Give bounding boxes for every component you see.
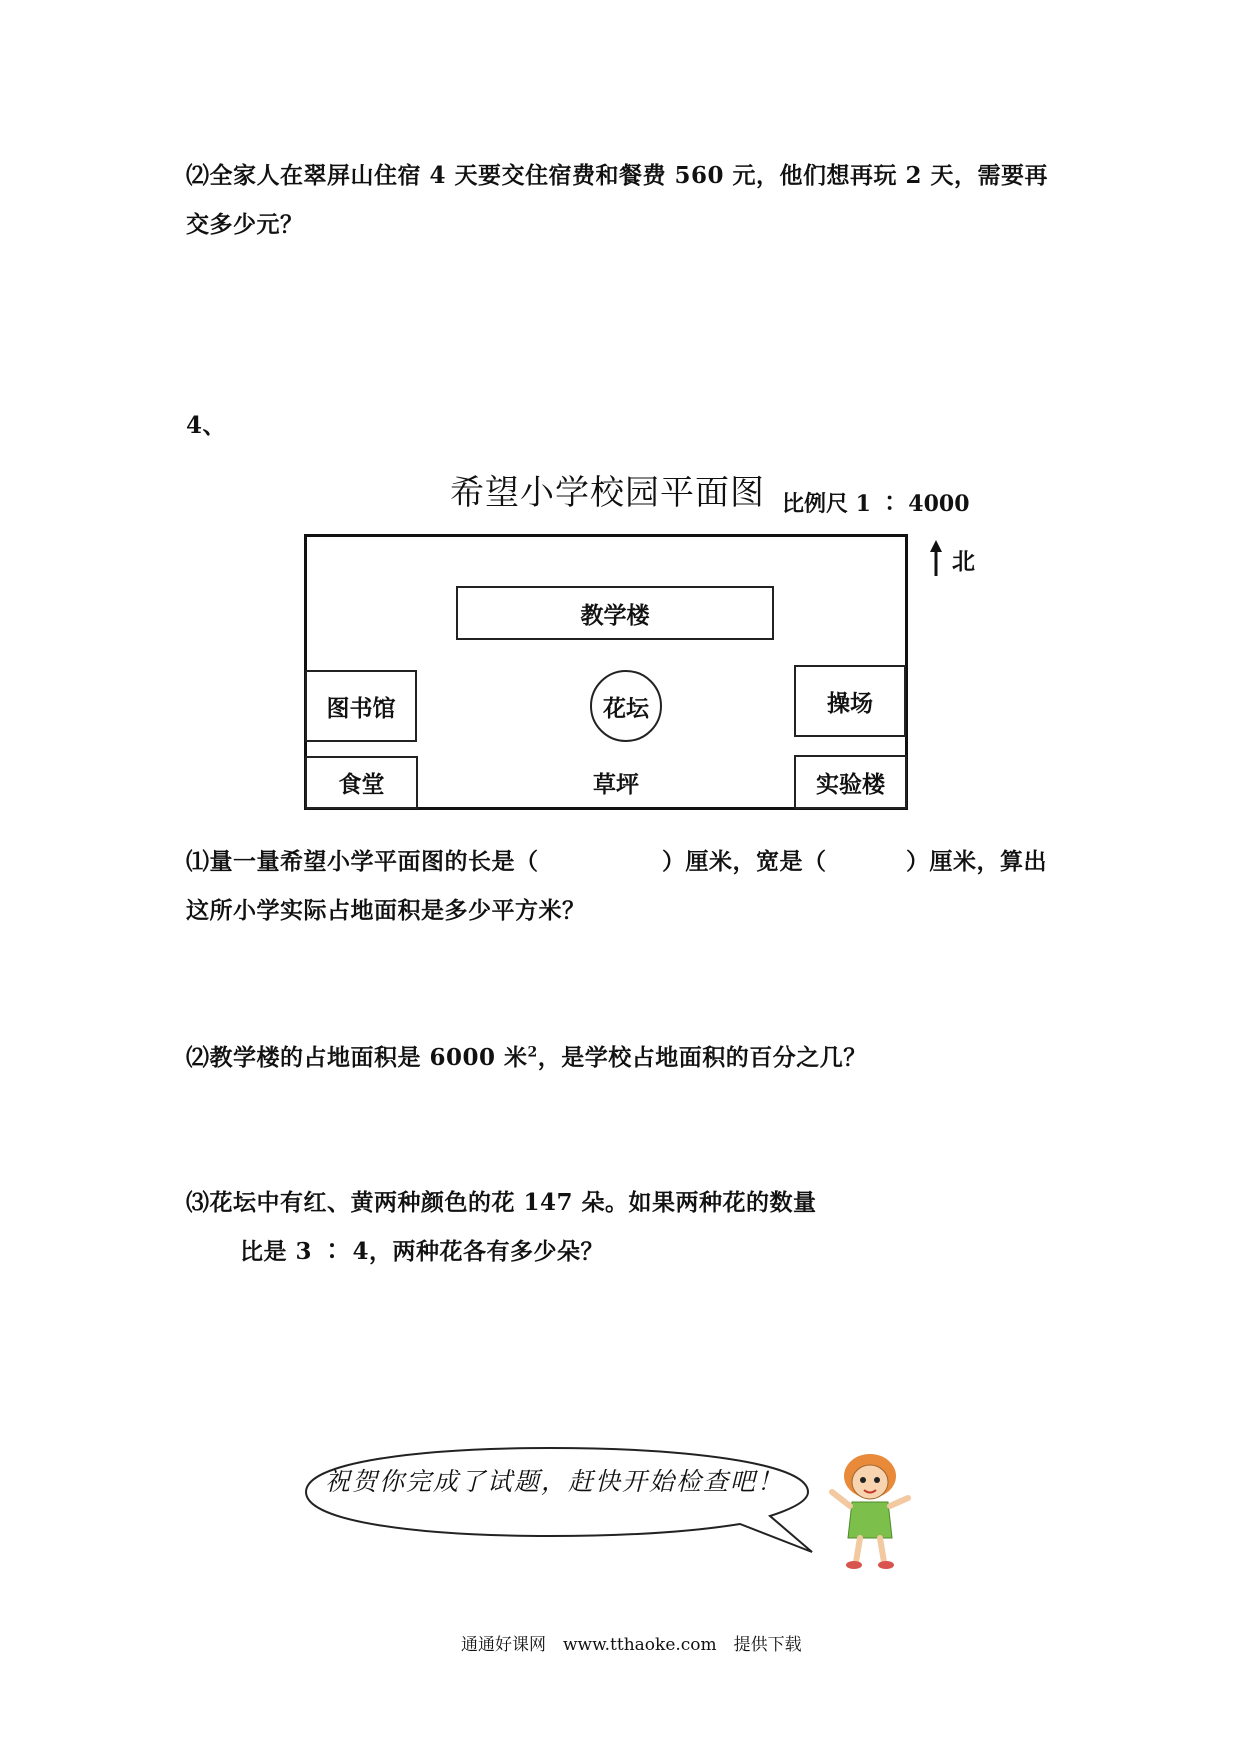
lab-label: 实验楼 <box>816 770 885 798</box>
north-arrow-icon <box>928 540 944 576</box>
map-scale: 比例尺 1 ∶ 4000 <box>782 491 970 517</box>
library-building <box>305 670 417 742</box>
playground-area <box>794 665 906 737</box>
flower-bed-label: 花坛 <box>603 694 649 722</box>
sub3-line1: ⑶花坛中有红、黄两种颜色的花 147 朵。如果两种花的数量 <box>186 1189 817 1216</box>
flower-bed <box>590 670 662 742</box>
teaching-building <box>456 586 774 640</box>
sub1-part-a: ⑴量一量希望小学平面图的长是（ <box>186 848 539 875</box>
bubble-text: 祝贺你完成了试题，赶快开始检查吧！ <box>325 1467 785 1496</box>
sub1-part-c: ）厘米，算出 <box>906 848 1047 875</box>
lab-building <box>794 755 907 809</box>
canteen-label: 食堂 <box>338 771 385 798</box>
cartoon-girl-icon <box>822 1442 918 1572</box>
sub2-superscript: 2 <box>527 1044 538 1061</box>
map-title: 希望小学校园平面图 <box>450 473 765 513</box>
question-3-2-line1: ⑵全家人在翠屏山住宿 4 天要交住宿费和餐费 560 元，他们想再玩 2 天，需要再 <box>186 162 1049 189</box>
sub1-line2: 这所小学实际占地面积是多少平方米？ <box>186 897 586 924</box>
north-label: 北 <box>952 548 975 575</box>
lawn-label: 草坪 <box>593 771 639 798</box>
playground-label: 操场 <box>827 689 873 717</box>
library-label: 图书馆 <box>326 694 396 722</box>
teaching-building-label: 教学楼 <box>580 601 650 629</box>
canteen-building <box>305 756 418 809</box>
footer-text: 通通好课网 www.tthaoke.com 提供下载 <box>461 1635 802 1655</box>
sub2-text: ⑵教学楼的占地面积是 6000 米 <box>186 1044 528 1071</box>
question-3-2-line2: 交多少元？ <box>186 211 304 238</box>
sub2-text-after: ，是学校占地面积的百分之几？ <box>537 1044 867 1071</box>
sub1-part-b: ）厘米，宽是（ <box>662 848 827 875</box>
sub2-line <box>186 1045 867 1071</box>
question-4-number: 4、 <box>186 412 227 439</box>
sub3-line2: 比是 3 ∶ 4，两种花各有多少朵？ <box>240 1238 605 1265</box>
speech-bubble <box>300 1440 820 1560</box>
